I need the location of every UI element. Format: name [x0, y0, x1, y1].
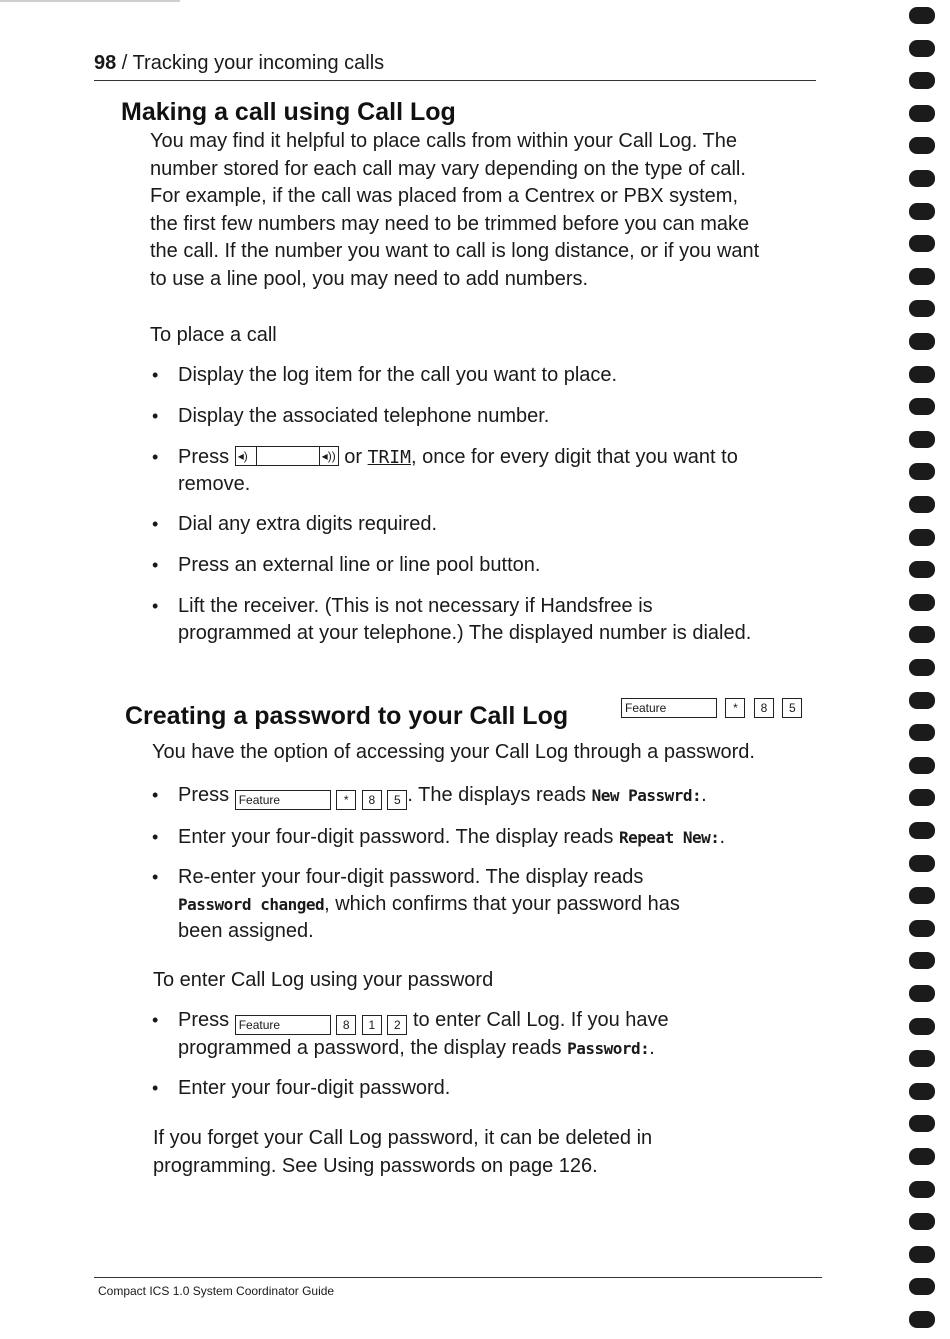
- page-header: [94, 52, 384, 75]
- list-item: • Press Feature * 8 5 . The displays reads New Passwrd:.: [150, 782, 840, 810]
- section-title-password: Creating a password to your Call Log: [125, 702, 569, 730]
- digit-key: 8: [336, 1015, 356, 1035]
- intro-paragraph: [150, 128, 759, 293]
- star-key: *: [725, 698, 745, 718]
- binding-hole: [909, 692, 935, 709]
- intro-line: For example, if the call was placed from a Centrex or PBX system,: [150, 185, 738, 207]
- digit-key: 8: [754, 698, 774, 718]
- binding-hole: [909, 952, 935, 969]
- digit-key: 1: [362, 1015, 382, 1035]
- digit-key: 2: [387, 1015, 407, 1035]
- binding-hole: [909, 789, 935, 806]
- display-text: Repeat New:: [618, 828, 720, 847]
- intro-line: the call. If the number you want to call is long distance, or if you want: [150, 240, 760, 262]
- binding-hole: [909, 463, 935, 480]
- feature-key: Feature: [235, 790, 331, 810]
- section-title-making-call: Making a call using Call Log: [121, 98, 456, 126]
- binding-hole: [909, 626, 935, 643]
- binding-hole: [909, 1148, 935, 1165]
- binding-hole: [909, 1246, 935, 1263]
- list-item: • Display the associated telephone number.: [150, 403, 830, 430]
- closing-paragraph: [153, 1125, 652, 1180]
- binding-hole: [909, 822, 935, 839]
- binding-hole: [909, 594, 935, 611]
- intro-line: the first few numbers may need to be trimmed before you can make: [150, 212, 750, 235]
- scan-top-rule: [0, 0, 180, 2]
- list-item: • Enter your four-digit password.: [150, 1075, 840, 1102]
- binding-hole: [909, 985, 935, 1002]
- header-section: Tracking your incoming calls: [132, 52, 385, 74]
- list-item: • Press Feature 8 1 2 to enter Call Log. If you have programmed a password, the display reads Password:.: [150, 1007, 840, 1062]
- list-item: • Press ◂) ◂)) or TRIM, once for every digit that you want to remove.: [150, 444, 830, 498]
- display-text: Password changed: [178, 895, 325, 914]
- header-separator: /: [116, 52, 133, 74]
- list-item: • Display the log item for the call you want to place.: [150, 362, 830, 389]
- binding-hole: [909, 40, 935, 57]
- display-text: New Passwrd:: [591, 786, 702, 805]
- footer-rule: [94, 1277, 822, 1278]
- enter-call-log-steps: [150, 1007, 840, 1102]
- binding-hole: [909, 72, 935, 89]
- binding-hole: [909, 855, 935, 872]
- binding-hole: [909, 496, 935, 513]
- binding-hole: [909, 920, 935, 937]
- password-steps: [150, 782, 840, 945]
- binding-hole: [909, 170, 935, 187]
- binding-hole: [909, 105, 935, 122]
- subhead-place-call: To place a call: [150, 324, 277, 346]
- binding-hole: [909, 1278, 935, 1295]
- binding-hole: [909, 1311, 935, 1328]
- binding-hole: [909, 300, 935, 317]
- page-number: 98: [94, 52, 117, 74]
- binding-hole: [909, 1050, 935, 1067]
- list-item: • Dial any extra digits required.: [150, 511, 830, 538]
- star-key: *: [336, 790, 356, 810]
- binding-hole: [909, 659, 935, 676]
- place-call-steps: [150, 362, 830, 647]
- binding-hole: [909, 398, 935, 415]
- binding-hole: [909, 268, 935, 285]
- list-item: • Lift the receiver. (This is not necessary if Handsfree is programmed at your telephone.) The displayed number is dialed.: [150, 593, 830, 647]
- list-item: • Press an external line or line pool button.: [150, 552, 830, 579]
- feature-key: Feature: [621, 698, 717, 718]
- binding-hole: [909, 235, 935, 252]
- binding-hole: [909, 1115, 935, 1132]
- binding-hole: [909, 431, 935, 448]
- intro-line: You may find it helpful to place calls from within your Call Log. The: [150, 130, 737, 152]
- binding-hole: [909, 203, 935, 220]
- speaker-high-icon: ◂)): [321, 449, 336, 463]
- binding-hole: [909, 7, 935, 24]
- password-intro: You have the option of accessing your Call Log through a password.: [152, 741, 755, 763]
- binding-hole: [909, 137, 935, 154]
- display-text: Password:: [567, 1039, 650, 1058]
- binding-hole: [909, 1083, 935, 1100]
- trim-softkey: TRIM: [367, 447, 411, 468]
- binding-hole: [909, 724, 935, 741]
- intro-line: number stored for each call may vary depending on the type of call.: [150, 157, 746, 180]
- binding-hole: [909, 561, 935, 578]
- binding-hole: [909, 1181, 935, 1198]
- subhead-enter-call-log: To enter Call Log using your password: [153, 969, 494, 991]
- binding-hole: [909, 333, 935, 350]
- feature-code: [621, 696, 806, 718]
- feature-key: Feature: [235, 1015, 331, 1035]
- binding-hole: [909, 1213, 935, 1230]
- digit-key: 8: [362, 790, 382, 810]
- spiral-binding: [909, 0, 945, 1339]
- digit-key: 5: [387, 790, 407, 810]
- closing-line: If you forget your Call Log password, it can be deleted in: [153, 1127, 653, 1149]
- volume-key: [235, 446, 339, 466]
- page-footer: Compact ICS 1.0 System Coordinator Guide: [98, 1284, 335, 1298]
- binding-hole: [909, 757, 935, 774]
- binding-hole: [909, 366, 935, 383]
- binding-hole: [909, 1018, 935, 1035]
- header-rule: [94, 80, 816, 81]
- digit-key: 5: [782, 698, 802, 718]
- list-item: • Enter your four-digit password. The display reads Repeat New:.: [150, 824, 840, 851]
- intro-line: to use a line pool, you may need to add numbers.: [150, 267, 589, 290]
- binding-hole: [909, 529, 935, 546]
- binding-hole: [909, 887, 935, 904]
- list-item: • Re-enter your four-digit password. The display reads Password changed, which confirms that your password has been assigned.: [150, 864, 840, 945]
- closing-line: programming. See Using passwords on page 126.: [153, 1154, 598, 1177]
- speaker-low-icon: ◂): [237, 449, 248, 463]
